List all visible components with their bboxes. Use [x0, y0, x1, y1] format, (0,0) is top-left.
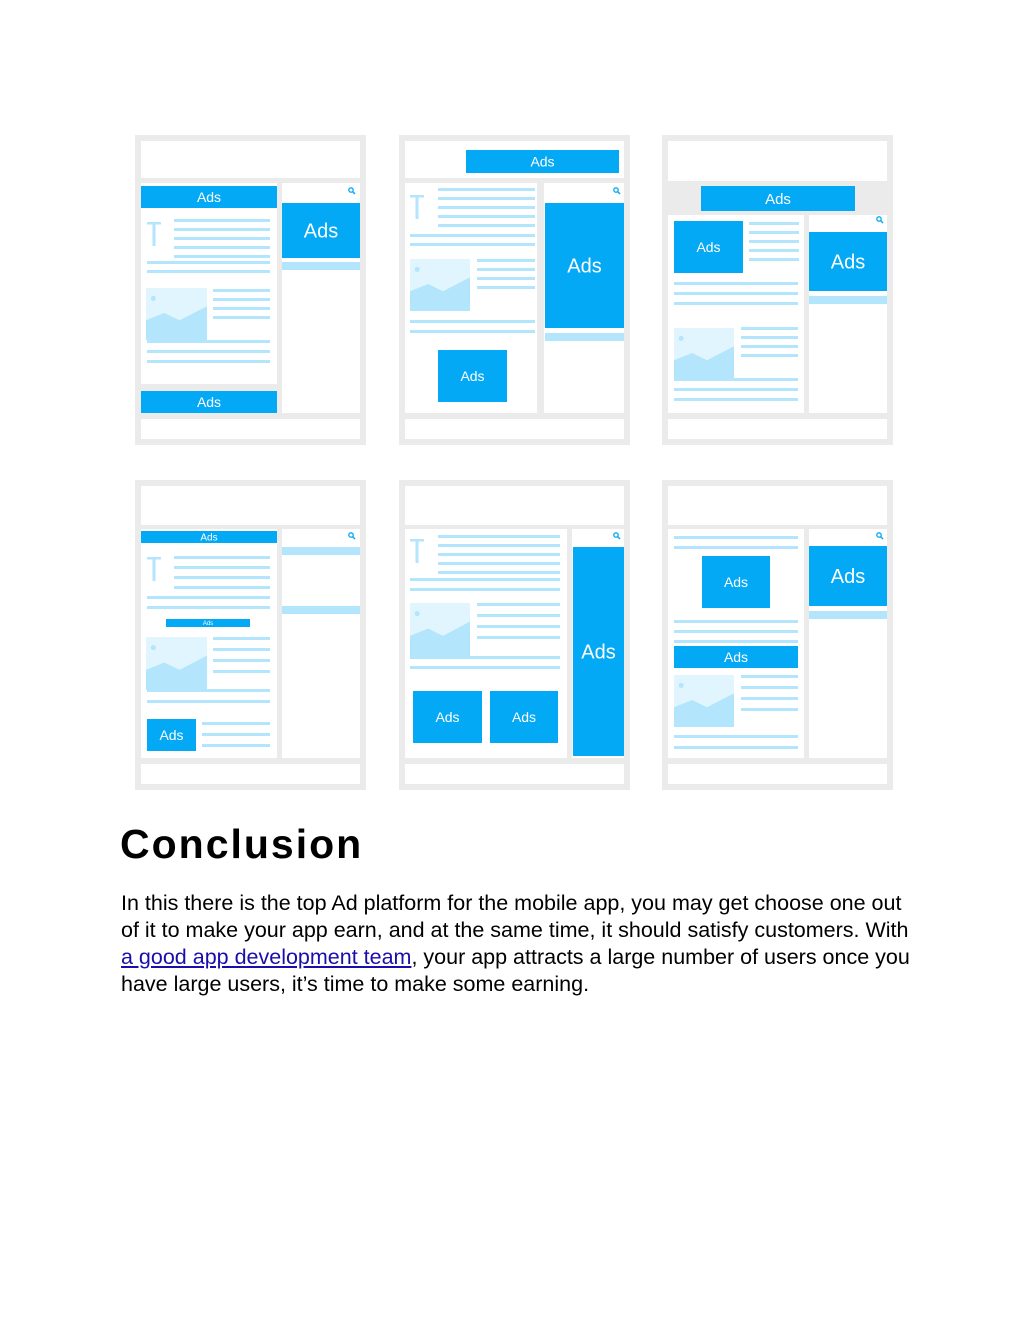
text-line: [674, 630, 798, 633]
layout-panel: [668, 419, 887, 439]
layout-panel: [405, 764, 624, 784]
text-line: [749, 222, 799, 225]
layout-panel: [141, 764, 360, 784]
paragraph-text-end: , your app attracts a large number of users once you have large users, it’s time to make some earning.: [121, 945, 910, 996]
text-line: [147, 261, 270, 264]
text-line: [410, 588, 560, 591]
layout-panel: [141, 183, 277, 384]
layout-panel: [668, 141, 887, 181]
ad-label: Ads: [159, 727, 184, 744]
text-line: [410, 330, 535, 333]
text-line: [213, 316, 270, 319]
text-line: [174, 586, 270, 589]
text-line: [674, 388, 798, 391]
text-line: [410, 666, 560, 669]
sidebar-bar: [809, 611, 887, 619]
text-line: [674, 302, 798, 305]
text-line: [147, 606, 270, 609]
text-line: [410, 656, 560, 659]
ad-label: Ads: [196, 189, 222, 206]
ad-label: Ads: [723, 649, 749, 666]
text-line: [674, 378, 798, 381]
text-line: [674, 620, 798, 623]
text-line: [174, 566, 270, 569]
text-line: [213, 659, 270, 662]
ad-label: Ads: [202, 621, 214, 628]
text-line: [213, 289, 270, 292]
layout-panel: [282, 529, 360, 758]
text-line: [477, 286, 535, 289]
ad-label: Ads: [435, 709, 460, 726]
text-line: [213, 648, 270, 651]
text-line: [741, 354, 798, 357]
text-line: [438, 553, 560, 556]
ad-layouts-illustration: [135, 135, 895, 791]
text-line: [741, 675, 798, 678]
sidebar-bar: [545, 333, 624, 341]
text-line: [147, 340, 270, 343]
text-line: [438, 562, 560, 565]
text-line: [213, 307, 270, 310]
text-line: [749, 231, 799, 234]
text-line: [477, 625, 560, 628]
ad-label: Ads: [567, 255, 602, 278]
text-line: [674, 746, 798, 749]
text-line: [749, 240, 799, 243]
layout-6: [662, 480, 893, 790]
text-line: [147, 270, 270, 273]
ad-label: Ads: [830, 251, 866, 274]
conclusion-paragraph: [121, 890, 911, 998]
ad-label: Ads: [303, 220, 339, 243]
text-line: [213, 298, 270, 301]
text-line: [438, 197, 535, 200]
sidebar-bar: [809, 296, 887, 304]
text-line: [674, 536, 798, 539]
text-line: [174, 576, 270, 579]
layout-4: [135, 480, 366, 790]
text-line: [438, 188, 535, 191]
layout-2: [399, 135, 630, 445]
text-line: [674, 735, 798, 738]
text-line: [174, 255, 270, 258]
text-line: [741, 708, 798, 711]
text-line: [749, 258, 799, 261]
text-line: [438, 224, 535, 227]
text-line: [174, 556, 270, 559]
text-line: [410, 578, 560, 581]
ad-label: Ads: [196, 394, 222, 411]
text-line: [410, 243, 535, 246]
text-line: [174, 237, 270, 240]
text-line: [147, 596, 270, 599]
text-line: [174, 219, 270, 222]
text-line: [674, 282, 798, 285]
text-line: [477, 259, 535, 262]
paragraph-text-start: In this there is the top Ad platform for the mobile app, you may get choose one out of it to make your app earn, and at the same time, it should satisfy customers. With: [121, 891, 909, 942]
text-line: [174, 246, 270, 249]
text-line: [741, 697, 798, 700]
layout-panel: [141, 141, 360, 178]
text-line: [147, 350, 270, 353]
text-line: [749, 249, 799, 252]
text-line: [202, 722, 270, 725]
text-line: [410, 234, 535, 237]
text-line: [213, 670, 270, 673]
text-line: [741, 327, 798, 330]
text-line: [477, 603, 560, 606]
text-line: [410, 320, 535, 323]
layout-panel: [141, 486, 360, 525]
ad-label: Ads: [200, 532, 218, 544]
text-line: [477, 277, 535, 280]
text-line: [202, 744, 270, 747]
layout-3: [662, 135, 893, 445]
ad-label: Ads: [765, 190, 791, 208]
layout-panel: [141, 419, 360, 439]
text-line: [147, 360, 270, 363]
text-line: [477, 636, 560, 639]
ad-label: Ads: [830, 566, 866, 589]
text-line: [147, 689, 270, 692]
layout-panel: [668, 764, 887, 784]
text-line: [741, 686, 798, 689]
ad-label: Ads: [530, 153, 555, 170]
app-development-team-link[interactable]: a good app development team: [121, 945, 412, 969]
text-line: [477, 614, 560, 617]
text-line: [438, 206, 535, 209]
sidebar-bar: [282, 606, 360, 614]
text-line: [438, 571, 560, 574]
layout-5: [399, 480, 630, 790]
sidebar-bar: [282, 547, 360, 555]
text-line: [674, 640, 798, 643]
text-line: [202, 733, 270, 736]
layout-1: [135, 135, 366, 445]
text-line: [674, 398, 798, 401]
text-line: [674, 546, 798, 549]
text-line: [438, 535, 560, 538]
text-line: [477, 268, 535, 271]
text-line: [213, 637, 270, 640]
sidebar-bar: [282, 262, 360, 270]
layout-panel: [405, 419, 624, 439]
text-line: [147, 700, 270, 703]
text-line: [174, 228, 270, 231]
text-line: [674, 292, 798, 295]
text-line: [741, 336, 798, 339]
ad-label: Ads: [723, 574, 749, 591]
ad-label: Ads: [696, 239, 721, 256]
ad-label: Ads: [460, 368, 485, 385]
text-line: [438, 215, 535, 218]
section-heading: Conclusion: [120, 821, 364, 867]
layout-panel: [668, 486, 887, 525]
ad-label: Ads: [511, 709, 537, 726]
ad-label: Ads: [581, 641, 616, 664]
layout-panel: [405, 486, 624, 525]
text-line: [438, 544, 560, 547]
text-line: [741, 345, 798, 348]
